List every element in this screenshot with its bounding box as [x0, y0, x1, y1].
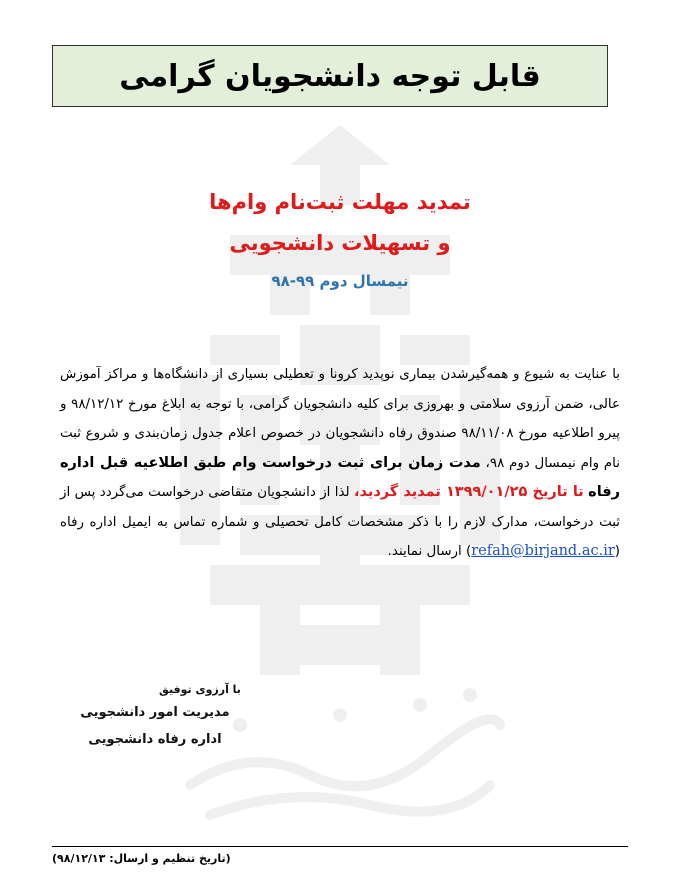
body-paragraph	[60, 360, 620, 567]
announcement-title-line2: و تسهیلات دانشجویی	[229, 231, 451, 255]
signature-department: مدیریت امور دانشجویی	[80, 705, 230, 720]
footer-divider	[52, 846, 628, 847]
body-text-bold: مدت زمان برای ثبت درخواست وام طبق اطلاعیه قبل اداره رفاه	[60, 454, 620, 500]
body-text-part2: لذا از دانشجویان متقاضی درخواست می‌گردد پس از ثبت درخواست، مدارک لازم را با ذکر مشخصات کامل تحصیلی و شماره تماس به ایمیل اداره رفاه (	[60, 485, 620, 559]
footer-date: (تاریخ تنظیم و ارسال: ۹۸/۱۲/۱۳)	[52, 852, 231, 865]
header-box	[52, 45, 608, 107]
body-text-part3: ) ارسال نمایند.	[387, 544, 472, 559]
body-text-highlight-red: تا تاریخ ۱۳۹۹/۰۱/۲۵ تمدید گردید،	[354, 484, 584, 500]
header-title: قابل توجه دانشجویان گرامی	[119, 58, 541, 94]
announcement-subtitle: نیمسال دوم ۹۹-۹۸	[271, 272, 409, 290]
announcement-title-line1: تمدید مهلت ثبت‌نام وام‌ها	[209, 190, 471, 214]
email-link[interactable]: refah@birjand.ac.ir	[471, 543, 615, 559]
signature-office: اداره رفاه دانشجویی	[88, 732, 222, 747]
signature-greeting: با آرزوی توفیق	[159, 683, 241, 696]
body-text-part1: با عنایت به شیوع و همه‌گیرشدن بیماری نوپدید کرونا و تعطیلی بسیاری از دانشگاه‌ها و مراکز آموزش عالی، ضمن آرزوی سلامتی و بهروزی برای کلیه دانشجویان گرامی، با توجه به ابلاغ مورخ ۹۸/۱۲/۱۲ و پیرو اطلاعیه مورخ ۹۸/۱۱/۰۸ صندوق رفاه دانشجویان در خصوص اعلام جدول زمان‌بندی و شروع ثبت نام وام نیمسال دوم ۹۸،	[60, 367, 620, 471]
